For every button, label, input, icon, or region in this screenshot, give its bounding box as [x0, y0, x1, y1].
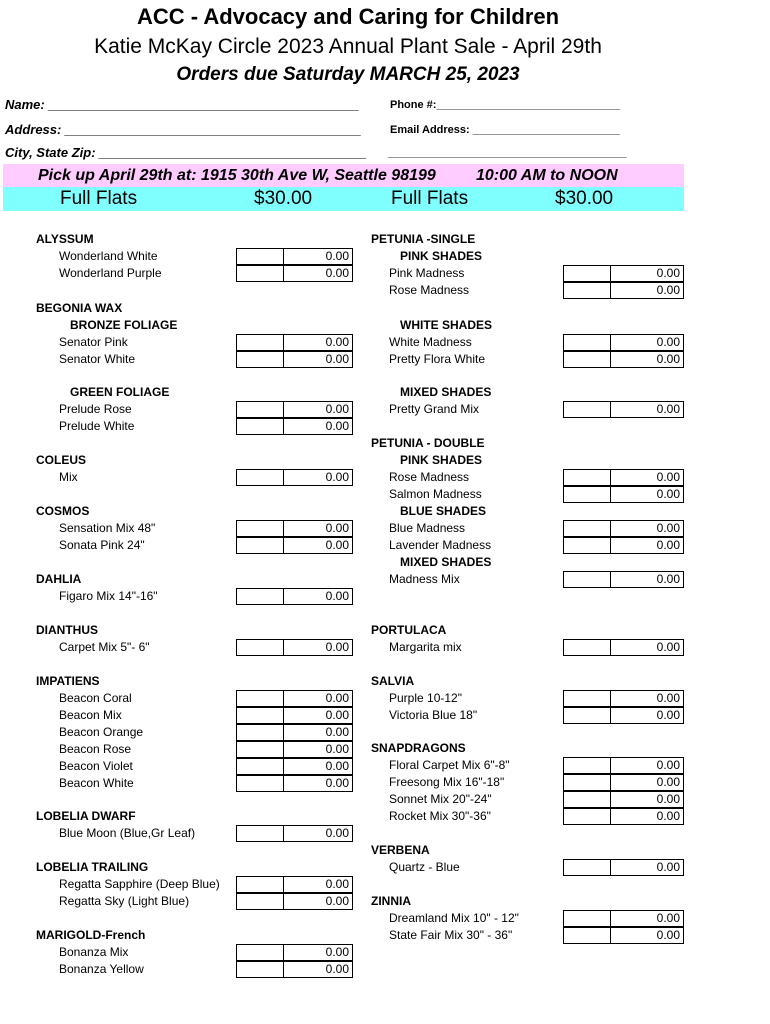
order-row-box: [563, 351, 684, 368]
quantity-input[interactable]: [237, 708, 284, 723]
plant-name: Beacon Orange: [59, 725, 144, 739]
plant-name: Beacon Violet: [59, 759, 133, 773]
plant-name: Pretty Grand Mix: [389, 402, 480, 416]
plant-name: Prelude White: [59, 419, 135, 433]
quantity-input[interactable]: [564, 792, 611, 807]
order-row-box: [236, 469, 353, 486]
line-total: 0.00: [656, 775, 680, 789]
order-row-box: [563, 520, 684, 537]
quantity-input[interactable]: [564, 402, 611, 417]
line-total: 0.00: [656, 521, 680, 535]
plant-name: Victoria Blue 18": [389, 708, 478, 722]
quantity-input[interactable]: [237, 945, 284, 960]
order-row-box: [563, 791, 684, 808]
category-header: BEGONIA WAX: [36, 301, 123, 315]
line-total: 0.00: [325, 742, 349, 756]
order-row-box: [236, 588, 353, 605]
category-header: SALVIA: [371, 674, 415, 688]
line-total: 0.00: [656, 809, 680, 823]
order-row-box: [563, 537, 684, 554]
plant-name: Senator White: [59, 352, 136, 366]
quantity-input[interactable]: [564, 521, 611, 536]
line-total: 0.00: [325, 266, 349, 280]
category-header: IMPATIENS: [36, 674, 100, 688]
plant-name: Senator Pink: [59, 335, 128, 349]
line-total: 0.00: [656, 538, 680, 552]
order-row-box: [563, 927, 684, 944]
plant-name: Rocket Mix 30"-36": [389, 809, 491, 823]
plant-name: Bonanza Yellow: [59, 962, 144, 976]
line-total: 0.00: [325, 691, 349, 705]
quantity-input[interactable]: [564, 708, 611, 723]
subcategory-header: BRONZE FOLIAGE: [70, 318, 178, 332]
plant-name: Carpet Mix 5"- 6": [59, 640, 150, 654]
quantity-input[interactable]: [564, 809, 611, 824]
subcategory-header: WHITE SHADES: [400, 318, 493, 332]
order-row-box: [563, 334, 684, 351]
address-field[interactable]: Address: _________________________________________: [5, 122, 362, 137]
category-header: MARIGOLD-French: [36, 928, 146, 942]
quantity-input[interactable]: [564, 928, 611, 943]
order-row-box: [236, 418, 353, 435]
page-subtitle: Katie McKay Circle 2023 Annual Plant Sale - April 29th: [94, 35, 602, 58]
line-total: 0.00: [656, 758, 680, 772]
plant-name: Lavender Madness: [389, 538, 492, 552]
order-row-box: [563, 571, 684, 588]
city-state-zip-field[interactable]: City, State Zip: _____________________________________: [5, 145, 367, 160]
plant-name: Rose Madness: [389, 283, 470, 297]
quantity-input[interactable]: [237, 419, 284, 434]
plant-name: White Madness: [389, 335, 472, 349]
category-header: COLEUS: [36, 453, 87, 467]
subcategory-header: MIXED SHADES: [400, 555, 492, 569]
name-field[interactable]: Name: ___________________________________________: [5, 97, 360, 112]
order-row-box: [563, 401, 684, 418]
quantity-input[interactable]: [564, 352, 611, 367]
quantity-input[interactable]: [564, 335, 611, 350]
plant-name: Madness Mix: [389, 572, 460, 586]
line-total: 0.00: [325, 725, 349, 739]
line-total: 0.00: [656, 352, 680, 366]
order-row-box: [563, 469, 684, 486]
line-total: 0.00: [656, 470, 680, 484]
category-header: PORTULACA: [371, 623, 447, 637]
quantity-input[interactable]: [564, 640, 611, 655]
quantity-input[interactable]: [564, 572, 611, 587]
quantity-input[interactable]: [564, 775, 611, 790]
plant-name: Regatta Sapphire (Deep Blue): [59, 877, 220, 891]
line-total: 0.00: [325, 708, 349, 722]
line-total: 0.00: [656, 860, 680, 874]
pickup-time: 10:00 AM to NOON: [476, 167, 618, 184]
subcategory-header: PINK SHADES: [400, 453, 483, 467]
line-total: 0.00: [656, 335, 680, 349]
quantity-input[interactable]: [564, 487, 611, 502]
plant-name: Beacon White: [59, 776, 134, 790]
plant-name: Sonnet Mix 20"-24": [389, 792, 492, 806]
order-row-box: [236, 690, 353, 707]
order-row-box: [563, 265, 684, 282]
email-field[interactable]: Email Address: ________________________: [390, 124, 620, 136]
quantity-input[interactable]: [564, 470, 611, 485]
plant-name: Quartz - Blue: [389, 860, 460, 874]
plant-name: State Fair Mix 30" - 36": [389, 928, 513, 942]
plant-name: Dreamland Mix 10" - 12": [389, 911, 519, 925]
plant-name: Pretty Flora White: [389, 352, 486, 366]
plant-name: Sonata Pink 24": [59, 538, 145, 552]
plant-name: Regatta Sky (Light Blue): [59, 894, 190, 908]
plant-name: Margarita mix: [389, 640, 462, 654]
plant-name: Mix: [59, 470, 78, 484]
order-row-box: [236, 520, 353, 537]
order-row-box: [236, 351, 353, 368]
line-total: 0.00: [325, 352, 349, 366]
subcategory-header: GREEN FOLIAGE: [70, 385, 170, 399]
quantity-input[interactable]: [237, 640, 284, 655]
order-row-box: [236, 537, 353, 554]
line-total: 0.00: [325, 894, 349, 908]
order-row-box: [236, 893, 353, 910]
line-total: 0.00: [325, 335, 349, 349]
order-row-box: [563, 808, 684, 825]
line-total: 0.00: [325, 962, 349, 976]
line-total: 0.00: [656, 283, 680, 297]
order-row-box: [563, 486, 684, 503]
order-row-box: [236, 265, 353, 282]
plant-name: Blue Madness: [389, 521, 466, 535]
quantity-input[interactable]: [237, 402, 284, 417]
quantity-input[interactable]: [237, 826, 284, 841]
category-header: PETUNIA - DOUBLE: [371, 436, 485, 450]
order-row-box: [563, 282, 684, 299]
category-header: ALYSSUM: [36, 232, 94, 246]
order-row-box: [236, 248, 353, 265]
order-row-box: [236, 876, 353, 893]
phone-field[interactable]: Phone #:______________________________: [390, 99, 620, 111]
price-right: $30.00: [555, 188, 614, 209]
pickup-text: Pick up April 29th at: 1915 30th Ave W, Seattle 98199: [38, 167, 436, 184]
price-left: $30.00: [254, 188, 313, 209]
plant-name: Purple 10-12": [389, 691, 462, 705]
category-header: COSMOS: [36, 504, 90, 518]
line-total: 0.00: [325, 826, 349, 840]
order-row-box: [236, 707, 353, 724]
order-row-box: [236, 758, 353, 775]
quantity-input[interactable]: [237, 266, 284, 281]
plant-name: Freesong Mix 16"-18": [389, 775, 505, 789]
quantity-input[interactable]: [564, 691, 611, 706]
line-total: 0.00: [656, 928, 680, 942]
quantity-input[interactable]: [564, 911, 611, 926]
price-label-right: Full Flats: [391, 188, 469, 209]
plant-name: Beacon Rose: [59, 742, 132, 756]
category-header: LOBELIA DWARF: [36, 809, 136, 823]
quantity-input[interactable]: [237, 335, 284, 350]
plant-name: Sensation Mix 48": [59, 521, 156, 535]
plant-name: Bonanza Mix: [59, 945, 129, 959]
subcategory-header: BLUE SHADES: [400, 504, 487, 518]
quantity-input[interactable]: [564, 266, 611, 281]
line-total: 0.00: [325, 249, 349, 263]
quantity-input[interactable]: [237, 776, 284, 791]
category-header: DAHLIA: [36, 572, 82, 586]
price-label-left: Full Flats: [60, 188, 138, 209]
line-total: 0.00: [325, 776, 349, 790]
line-total: 0.00: [325, 470, 349, 484]
quantity-input[interactable]: [237, 894, 284, 909]
order-row-box: [563, 757, 684, 774]
order-row-box: [563, 707, 684, 724]
order-row-box: [236, 961, 353, 978]
quantity-input[interactable]: [237, 725, 284, 740]
order-row-box: [236, 775, 353, 792]
plant-name: Prelude Rose: [59, 402, 132, 416]
order-row-box: [236, 825, 353, 842]
line-total: 0.00: [656, 708, 680, 722]
plant-name: Wonderland White: [59, 249, 158, 263]
line-total: 0.00: [325, 759, 349, 773]
quantity-input[interactable]: [237, 962, 284, 977]
order-row-box: [563, 859, 684, 876]
line-total: 0.00: [656, 266, 680, 280]
line-total: 0.00: [325, 402, 349, 416]
order-row-box: [563, 910, 684, 927]
extra-line[interactable]: _______________________________________: [388, 147, 627, 159]
quantity-input[interactable]: [237, 521, 284, 536]
quantity-input[interactable]: [564, 283, 611, 298]
quantity-input[interactable]: [564, 758, 611, 773]
plant-name: Rose Madness: [389, 470, 470, 484]
line-total: 0.00: [325, 945, 349, 959]
order-row-box: [236, 724, 353, 741]
quantity-input[interactable]: [237, 759, 284, 774]
quantity-input[interactable]: [237, 249, 284, 264]
category-header: LOBELIA TRAILING: [36, 860, 149, 874]
quantity-input[interactable]: [237, 470, 284, 485]
line-total: 0.00: [325, 419, 349, 433]
order-deadline: Orders due Saturday MARCH 25, 2023: [176, 64, 520, 85]
line-total: 0.00: [325, 640, 349, 654]
order-row-box: [563, 690, 684, 707]
line-total: 0.00: [656, 487, 680, 501]
line-total: 0.00: [325, 521, 349, 535]
line-total: 0.00: [325, 589, 349, 603]
category-header: ZINNIA: [371, 894, 411, 908]
category-header: VERBENA: [371, 843, 430, 857]
plant-name: Figaro Mix 14"-16": [59, 589, 158, 603]
order-row-box: [236, 334, 353, 351]
order-row-box: [236, 944, 353, 961]
plant-name: Blue Moon (Blue,Gr Leaf): [59, 826, 196, 840]
line-total: 0.00: [325, 538, 349, 552]
plant-name: Pink Madness: [389, 266, 465, 280]
order-row-box: [236, 401, 353, 418]
subcategory-header: MIXED SHADES: [400, 385, 492, 399]
quantity-input[interactable]: [564, 860, 611, 875]
order-row-box: [563, 774, 684, 791]
quantity-input[interactable]: [237, 742, 284, 757]
plant-name: Beacon Coral: [59, 691, 132, 705]
plant-name: Floral Carpet Mix 6"-8": [389, 758, 510, 772]
line-total: 0.00: [656, 691, 680, 705]
category-header: DIANTHUS: [36, 623, 98, 637]
quantity-input[interactable]: [564, 538, 611, 553]
plant-name: Wonderland Purple: [59, 266, 162, 280]
quantity-input[interactable]: [237, 589, 284, 604]
order-row-box: [236, 639, 353, 656]
line-total: 0.00: [656, 911, 680, 925]
category-header: SNAPDRAGONS: [371, 741, 466, 755]
quantity-input[interactable]: [237, 877, 284, 892]
plant-name: Beacon Mix: [59, 708, 122, 722]
category-header: PETUNIA -SINGLE: [371, 232, 476, 246]
line-total: 0.00: [656, 572, 680, 586]
page-title: ACC - Advocacy and Caring for Children: [136, 4, 560, 29]
line-total: 0.00: [656, 792, 680, 806]
quantity-input[interactable]: [237, 352, 284, 367]
line-total: 0.00: [656, 402, 680, 416]
plant-name: Salmon Madness: [389, 487, 482, 501]
subcategory-header: PINK SHADES: [400, 249, 483, 263]
quantity-input[interactable]: [237, 691, 284, 706]
quantity-input[interactable]: [237, 538, 284, 553]
line-total: 0.00: [325, 877, 349, 891]
order-row-box: [236, 741, 353, 758]
order-row-box: [563, 639, 684, 656]
line-total: 0.00: [656, 640, 680, 654]
